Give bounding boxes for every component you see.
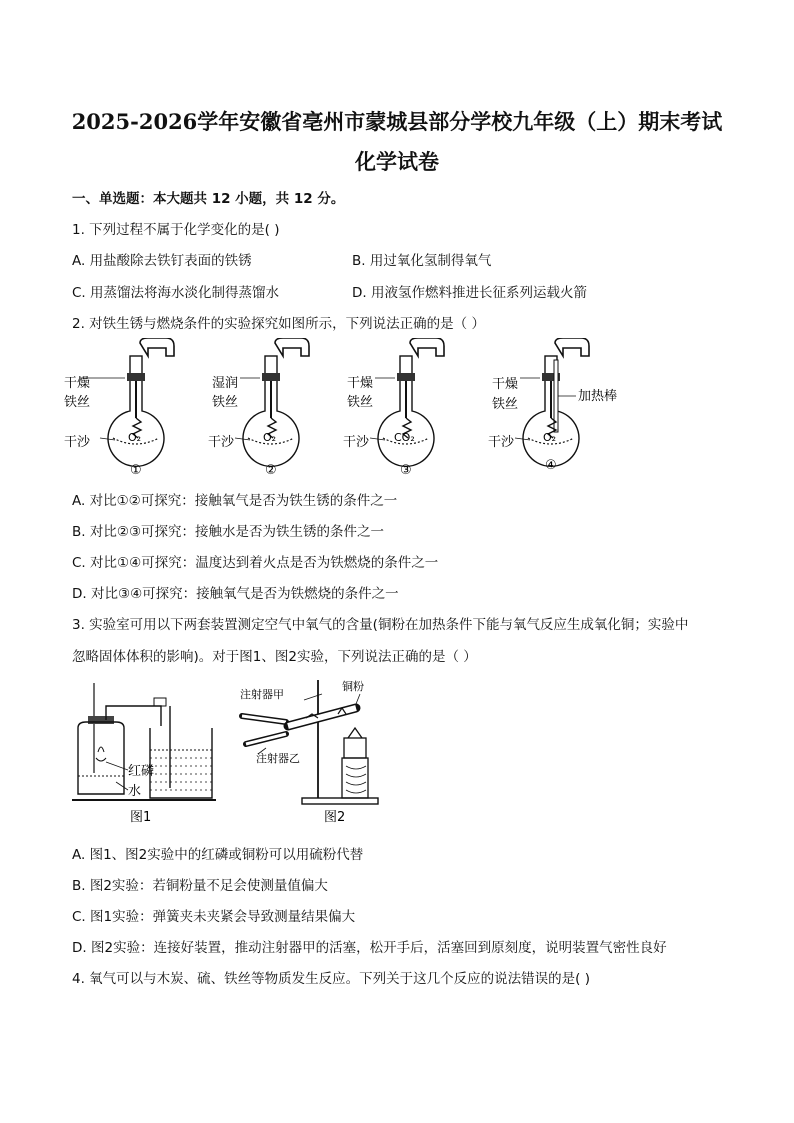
fig1-water-label: 水 — [128, 784, 142, 799]
flask2-number: ② — [265, 463, 277, 478]
question-4-stem: 4. 氧气可以与木炭、硫、铁丝等物质发生反应。下列关于这几个反应的说法错误的是( ) — [72, 971, 590, 987]
q2-option-a: A. 对比①②可探究：接触氧气是否为铁生锈的条件之一 — [72, 493, 398, 509]
flask3-label-bottom: 铁丝 — [347, 395, 374, 410]
q2-flask-figure — [60, 338, 700, 480]
fig1-caption: 图1 — [130, 810, 152, 825]
flask1-sand: 干沙 — [64, 435, 91, 450]
flask4-number: ④ — [545, 458, 557, 473]
q2-option-b: B. 对比②③可探究：接触水是否为铁生锈的条件之一 — [72, 524, 385, 540]
flask2-gas: O₂ — [263, 431, 277, 444]
q1-option-b: B. 用过氧化氢制得氧气 — [352, 253, 492, 269]
flask3-label-top: 干燥 — [347, 376, 374, 391]
flask4-label-bottom: 铁丝 — [492, 397, 519, 412]
flask3-number: ③ — [400, 463, 412, 478]
figure-1 — [72, 683, 216, 825]
fig2-caption: 图2 — [324, 810, 346, 825]
exam-title-line2: 化学试卷 — [355, 149, 439, 174]
flask4-label-top: 干燥 — [492, 377, 519, 392]
q1-option-c: C. 用蒸馏法将海水淡化制得蒸馏水 — [72, 285, 280, 301]
flask1-label-top: 干燥 — [64, 376, 91, 391]
flask2-label-top: 湿润 — [212, 376, 239, 391]
flask2-label-bottom: 铁丝 — [212, 395, 239, 410]
section-heading: 一、单选题：本大题共 12 小题，共 12 分。 — [72, 191, 345, 207]
figure-2 — [240, 679, 378, 825]
question-1-stem: 1. 下列过程不属于化学变化的是( ) — [72, 222, 280, 238]
flask1-gas: O₂ — [128, 431, 142, 444]
q3-option-d: D. 图2实验：连接好装置，推动注射器甲的活塞，松开手后，活塞回到原刻度，说明装置气密性良好 — [72, 940, 667, 956]
exam-title-line1: 2025-2026学年安徽省亳州市蒙城县部分学校九年级（上）期末考试 — [71, 109, 723, 134]
q2-option-c: C. 对比①④可探究：温度达到着火点是否为铁燃烧的条件之一 — [72, 555, 439, 571]
flask-4 — [488, 338, 617, 473]
flask-2 — [208, 338, 309, 478]
flask3-sand: 干沙 — [343, 435, 370, 450]
question-2-stem: 2. 对铁生锈与燃烧条件的实验探究如图所示，下列说法正确的是（ ） — [72, 316, 485, 332]
q1-option-a: A. 用盐酸除去铁钉表面的铁锈 — [72, 253, 252, 269]
q2-option-d: D. 对比③④可探究：接触氧气是否为铁燃烧的条件之一 — [72, 586, 399, 602]
q3-option-b: B. 图2实验：若铜粉量不足会使测量值偏大 — [72, 878, 328, 894]
flask4-gas: O₂ — [543, 431, 557, 444]
question-3-stem-line1: 3. 实验室可用以下两套装置测定空气中氧气的含量(铜粉在加热条件下能与氧气反应生成氧化铜；实验中 — [72, 617, 689, 633]
fig2-copper-label: 铜粉 — [342, 680, 364, 693]
q3-option-c: C. 图1实验：弹簧夹未夹紧会导致测量结果偏大 — [72, 909, 356, 925]
flask1-number: ① — [130, 463, 142, 478]
flask3-gas: CO₂ — [394, 431, 415, 444]
fig1-red-phosphorus-label: 红磷 — [128, 764, 155, 779]
question-3-stem-line2: 忽略固体体积的影响)。对于图1、图2实验，下列说法正确的是（ ） — [72, 649, 477, 665]
fig2-syringe-b-label: 注射器乙 — [256, 752, 300, 765]
q3-option-a: A. 图1、图2实验中的红磷或铜粉可以用硫粉代替 — [72, 847, 364, 863]
flask2-sand: 干沙 — [208, 435, 235, 450]
flask-1 — [64, 338, 174, 478]
flask-3 — [343, 338, 444, 478]
flask4-sand: 干沙 — [488, 435, 515, 450]
fig2-syringe-a-label: 注射器甲 — [240, 688, 284, 701]
flask1-label-bottom: 铁丝 — [64, 395, 91, 410]
flask4-heater-label: 加热棒 — [578, 389, 618, 404]
q3-apparatus-figure — [66, 678, 386, 828]
q1-option-d: D. 用液氢作燃料推进长征系列运载火箭 — [352, 285, 587, 301]
